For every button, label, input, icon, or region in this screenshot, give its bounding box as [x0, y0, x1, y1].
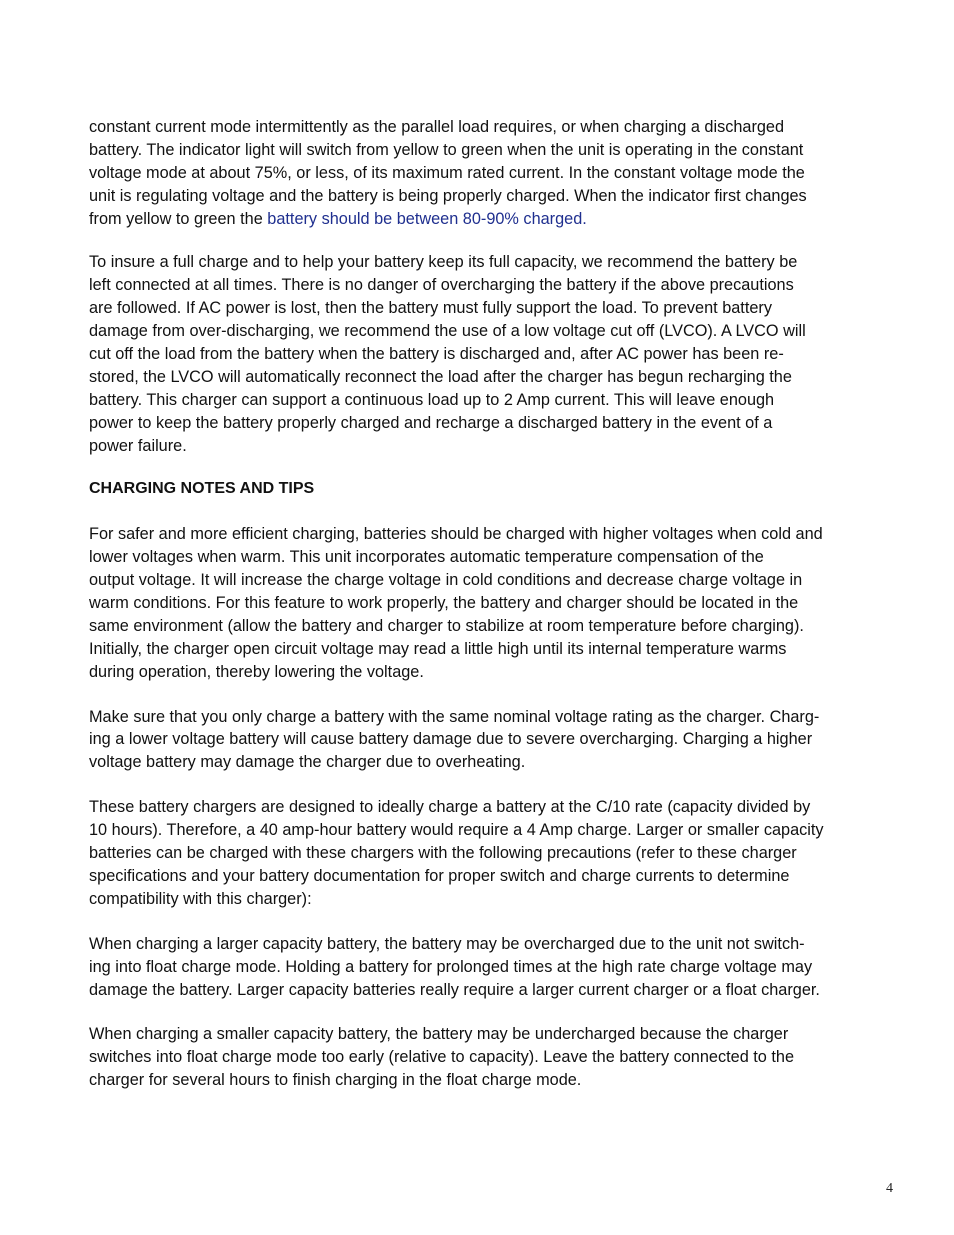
text-line: battery. This charger can support a continuous load up to 2 Amp current. This will leave enough: [89, 390, 775, 409]
text-segment: .: [582, 209, 587, 228]
text-line: power failure.: [89, 436, 187, 455]
text-line: To insure a full charge and to help your battery keep its full capacity, we recommend the battery be: [89, 253, 798, 272]
text-line: voltage mode at about 75%, or less, of its maximum rated current. In the constant voltage mode the: [89, 163, 805, 182]
text-line: 10 hours). Therefore, a 40 amp-hour battery would require a 4 Amp charge. Larger or smaller capacity: [89, 821, 824, 840]
text-line: damage the battery. Larger capacity batteries really require a larger current charger or a float charger.: [89, 980, 820, 999]
text-line: same environment (allow the battery and charger to stabilize at room temperature before charging).: [89, 616, 804, 635]
text-line: voltage battery may damage the charger due to overheating.: [89, 753, 526, 772]
page-content: [89, 116, 870, 1113]
text-line: cut off the load from the battery when the battery is discharged and, after AC power has been re-: [89, 345, 784, 364]
paragraph-larger-capacity: [89, 933, 870, 1002]
text-line: specifications and your battery documentation for proper switch and charge currents to determine: [89, 866, 790, 885]
text-line: during operation, thereby lowering the voltage.: [89, 662, 424, 681]
text-line: [89, 208, 870, 231]
paragraph-charge-rate: [89, 796, 870, 910]
text-line: unit is regulating voltage and the battery is being properly charged. When the indicator first changes: [89, 186, 807, 205]
paragraph-indicator-light: [89, 116, 870, 230]
text-line: are followed. If AC power is lost, then the battery must fully support the load. To prevent battery: [89, 299, 772, 318]
text-line: When charging a smaller capacity battery, the battery may be undercharged because the charger: [89, 1025, 789, 1044]
text-line: When charging a larger capacity battery, the battery may be overcharged due to the unit not switch-: [89, 934, 805, 953]
text-line: lower voltages when warm. This unit incorporates automatic temperature compensation of the: [89, 548, 764, 567]
text-line: warm conditions. For this feature to work properly, the battery and charger should be located in the: [89, 594, 799, 613]
text-line: output voltage. It will increase the charge voltage in cold conditions and decrease charge voltage in: [89, 571, 803, 590]
text-line: power to keep the battery properly charged and recharge a discharged battery in the event of a: [89, 413, 773, 432]
text-line: batteries can be charged with these chargers with the following precautions (refer to these charger: [89, 844, 797, 863]
paragraph-full-charge: [89, 251, 870, 457]
text-line: Initially, the charger open circuit voltage may read a little high until its internal temperature warms: [89, 639, 787, 658]
text-line: Make sure that you only charge a battery with the same nominal voltage rating as the charger. Charg-: [89, 707, 820, 726]
text-line: ing a lower voltage battery will cause battery damage due to severe overcharging. Charging a higher: [89, 730, 813, 749]
text-line: damage from over-discharging, we recommend the use of a low voltage cut off (LVCO). A LVCO will: [89, 322, 806, 341]
text-line: left connected at all times. There is no danger of overcharging the battery if the above precautions: [89, 276, 794, 295]
paragraph-temperature-compensation: [89, 523, 870, 683]
text-line: constant current mode intermittently as the parallel load requires, or when charging a discharged: [89, 118, 785, 136]
page-number: 4: [886, 1181, 893, 1196]
text-line: compatibility with this charger):: [89, 889, 312, 908]
text-segment: from yellow to green the: [89, 209, 268, 228]
text-line: battery. The indicator light will switch from yellow to green when the unit is operating in the constant: [89, 140, 804, 159]
text-line: ing into float charge mode. Holding a battery for prolonged times at the high rate charge voltage may: [89, 957, 813, 976]
section-heading: CHARGING NOTES AND TIPS: [89, 480, 315, 498]
paragraph-nominal-voltage: [89, 706, 870, 775]
highlighted-charge-range: battery should be between 80-90% charged: [267, 209, 583, 228]
text-line: switches into float charge mode too early (relative to capacity). Leave the battery connected to the: [89, 1048, 795, 1067]
text-line: charger for several hours to finish charging in the float charge mode.: [89, 1071, 582, 1090]
text-line: These battery chargers are designed to ideally charge a battery at the C/10 rate (capacity divided by: [89, 798, 811, 817]
text-line: For safer and more efficient charging, batteries should be charged with higher voltages when cold and: [89, 525, 823, 544]
paragraph-smaller-capacity: [89, 1023, 870, 1092]
text-line: stored, the LVCO will automatically reconnect the load after the charger has begun recharging the: [89, 367, 792, 386]
